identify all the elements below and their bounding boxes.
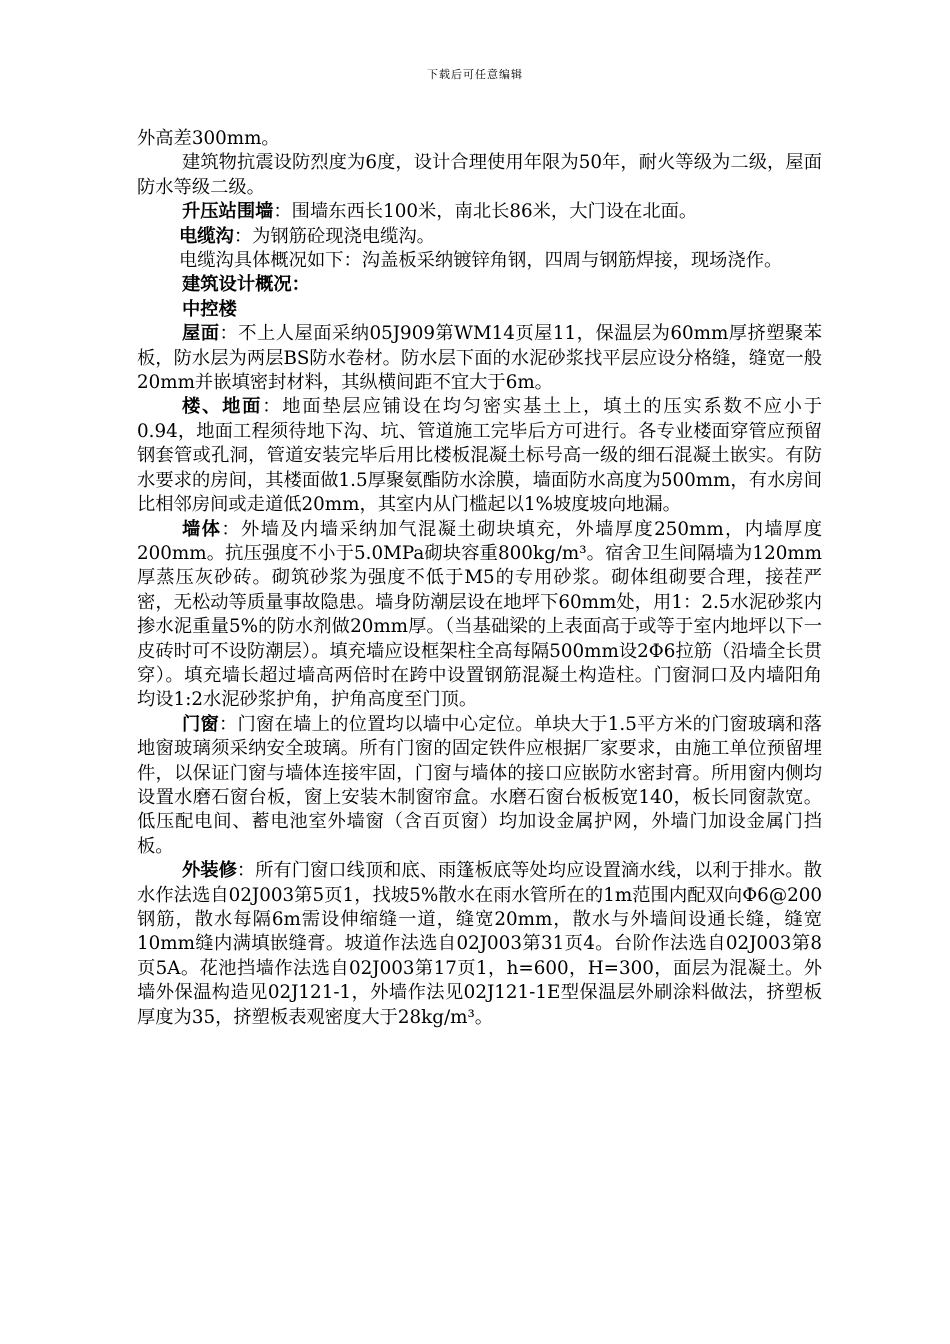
paragraph-height-difference: 外高差300mm。 <box>137 128 280 149</box>
paragraph-exterior-finish <box>137 859 822 1030</box>
exterior-finish-text: ：所有门窗口线顶和底、雨篷板底等处均应设置滴水线，以利于排水。散水作法选自02J003第5页1，找坡5%散水在雨水管所在的1m范围内配双向Φ6@200钢筋，散水每隔6m需设伸缩缝一道，缝宽20mm，散水与外墙间设通长缝，缝宽10mm缝内满填嵌缝膏。坡道作法选自02J003第31页4。台阶作法选自02J003第8页5A。花池挡墙作法选自02J003第17页1，h=600，H=300，面层为混凝土。外墙外保温构造见02J121-1，外墙作法见02J121-1E型保温层外刷涂料做法，挤塑板厚度为35，挤塑板表观密度大于28kg/m³。 <box>137 860 823 1028</box>
paragraph-wall <box>137 518 822 713</box>
doors-windows-text: ：门窗在墙上的位置均以墙中心定位。单块大于1.5平方米的门窗玻璃和落地窗玻璃须采纳安全玻璃。所有门窗的固定铁件应根据厂家要求，由施工单位预留埋件，以保证门窗与墙体连接牢固，门窗与墙体的接口应嵌防水密封膏。所用窗内侧均设置水磨石窗台板，窗上安装木制窗帘盒。水磨石窗台板板宽140，板长同窗款宽。低压配电间、蓄电池室外墙窗（含百页窗）均加设金属护网，外墙门加设金属门挡板。 <box>137 713 822 857</box>
wall-text: ：外墙及内墙采纳加气混凝土砌块填充，外墙厚度250mm，内墙厚度200mm。抗压强度不小于5.0MPa砌块容重800kg/m³。宿舍卫生间隔墙为120mm厚蒸压灰砂砖。砌筑砂浆为强度不低于M5的专用砂浆。砌体组砌要合理，接茬严密，无松动等质量事故隐患。墙身防潮层设在地坪下60mm处，用1：2.5水泥砂浆内掺水泥重量5%的防水剂做20mm厚。（当基础梁的上表面高于或等于室内地坪以下一皮砖时可不设防潮层）。填充墙应设框架柱全高每隔500mm设2Φ6拉筋（沿墙全长贯穿）。填充墙长超过墙高两倍时在跨中设置钢筋混凝土构造柱。门窗洞口及内墙阳角均设1:2水泥砂浆护角，护角高度至门顶。 <box>137 518 823 711</box>
cable-trench-text: ：为钢筋砼现浇电缆沟。 <box>233 225 435 247</box>
paragraph-doors-windows <box>137 713 822 859</box>
cable-trench-label: 电缆沟 <box>179 225 234 247</box>
paragraph-cable-trench <box>137 225 822 249</box>
floor-text: ：地面垫层应铺设在均匀密实基土上，填土的压实系数不应小于0.94，地面工程须待地下沟、坑、管道施工完毕后方可进行。各专业楼面穿管应预留钢套管或孔洞，管道安装完毕后用比楼板混凝土标号高一级的细石混凝土嵌实。有防水要求的房间，其楼面做1.5厚聚氨酯防水涂膜，墙面防水高度为500mm，有水房间比相邻房间或走道低20mm，其室内从门槛起以1%坡度坡向地漏。 <box>137 396 823 516</box>
section-heading-control-building: 中控楼 <box>182 298 237 320</box>
paragraph-floor <box>137 395 822 517</box>
roof-label: 屋面 <box>182 323 220 345</box>
paragraph-cable-trench-detail: 电缆沟具体概况如下：沟盖板采纳镀锌角钢，四周与钢筋焊接，现场浇作。 <box>179 250 783 272</box>
paragraph-roof <box>137 322 822 395</box>
doors-windows-label: 门窗 <box>182 713 220 735</box>
exterior-finish-label: 外装修 <box>182 860 237 882</box>
paragraph-boundary-wall <box>137 200 822 224</box>
floor-label: 楼、地面 <box>182 396 263 418</box>
boundary-wall-label: 升压站围墙 <box>182 201 274 223</box>
page-header: 下载后可任意编辑 <box>427 68 523 81</box>
boundary-wall-text: ：围墙东西长100米，南北长86米，大门设在北面。 <box>273 201 698 223</box>
wall-label: 墙体 <box>182 518 222 540</box>
section-heading-architecture: 建筑设计概况： <box>182 274 310 296</box>
document-body <box>137 127 822 1030</box>
paragraph-seismic: 建筑物抗震设防烈度为6度，设计合理使用年限为50年，耐火等级为二级，屋面防水等级二级。 <box>137 152 822 198</box>
roof-text: ：不上人屋面采纳05J909第WM14页屋11，保温层为60mm厚挤塑聚苯板，防水层为两层BS防水卷材。防水层下面的水泥砂浆找平层应设分格缝，缝宽一般20mm并嵌填密封材料，其纵横间距不宜大于6m。 <box>137 323 823 394</box>
